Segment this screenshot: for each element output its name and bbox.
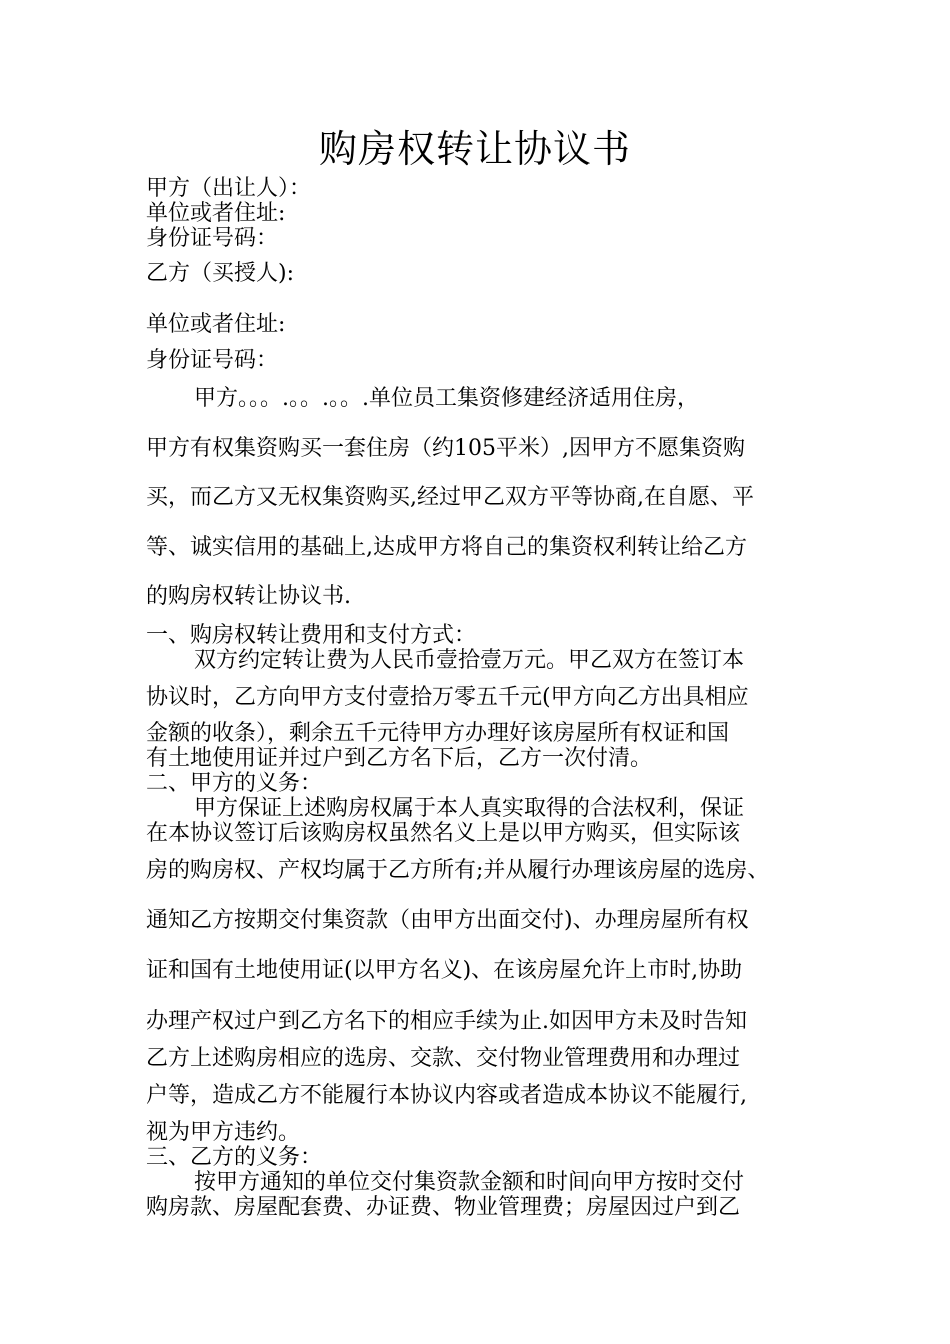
party-a-label: 甲方（出让人）：: [146, 176, 312, 201]
party-b-label: 乙方（买授人):: [146, 261, 294, 286]
preamble-line: 甲方有权集资购买一套住房（约105平米）,因甲方不愿集资购: [146, 436, 745, 461]
section-2-line: 办理产权过户到乙方名下的相应手续为止.如因甲方未及时告知: [146, 1009, 747, 1034]
section-1-line: 金额的收条），剩余五千元待甲方办理好该房屋所有权证和国: [146, 721, 730, 746]
section-1-line: 双方约定转让费为人民币壹拾壹万元。甲乙双方在签订本: [194, 648, 745, 673]
section-heading-3: 三、乙方的义务：: [146, 1145, 323, 1170]
party-b-id: 身份证号码：: [146, 348, 279, 373]
section-1-line: 有土地使用证并过户到乙方名下后，乙方一次付清。: [146, 746, 653, 771]
section-2-line: 视为甲方违约。: [146, 1120, 301, 1145]
section-3-line: 购房款、房屋配套费、办证费、物业管理费；房屋因过户到乙: [146, 1195, 741, 1220]
section-2-line: 证和国有土地使用证(以甲方名义)、在该房屋允许上市时,协助: [146, 958, 743, 983]
section-2-line: 在本协议签订后该购房权虽然名义上是以甲方购买，但实际该: [146, 821, 741, 846]
section-3-line: 按甲方通知的单位交付集资款金额和时间向甲方按时交付: [194, 1170, 745, 1195]
party-a-id: 身份证号码：: [146, 226, 279, 251]
preamble-line: 的购房权转让协议书.: [146, 584, 351, 609]
preamble-line: 买，而乙方又无权集资购买,经过甲乙双方平等协商,在自愿、平: [146, 485, 754, 510]
section-heading-2: 二、甲方的义务：: [146, 771, 323, 796]
party-a-address: 单位或者住址:: [146, 201, 286, 226]
party-b-address: 单位或者住址:: [146, 312, 286, 337]
section-2-line: 甲方保证上述购房权属于本人真实取得的合法权利，保证: [194, 796, 745, 821]
section-2-line: 通知乙方按期交付集资款（由甲方出面交付)、办理房屋所有权: [146, 908, 749, 933]
section-2-line: 户等，造成乙方不能履行本协议内容或者造成本协议不能履行,: [146, 1083, 747, 1108]
section-heading-1: 一、购房权转让费用和支付方式：: [146, 623, 477, 648]
section-2-line: 房的购房权、产权均属于乙方所有;并从履行办理该房屋的选房、: [146, 858, 770, 883]
section-1-line: 协议时，乙方向甲方支付壹拾万零五千元(甲方向乙方出具相应: [146, 685, 749, 710]
preamble-line: 等、诚实信用的基础上,达成甲方将自己的集资权利转让给乙方: [146, 535, 747, 560]
section-2-line: 乙方上述购房相应的选房、交款、交付物业管理费用和办理过: [146, 1046, 741, 1071]
document-title: 购房权转让协议书: [318, 127, 631, 171]
preamble-line: 甲方。。。.。。.。。.单位员工集资修建经济适用住房，: [194, 386, 699, 411]
